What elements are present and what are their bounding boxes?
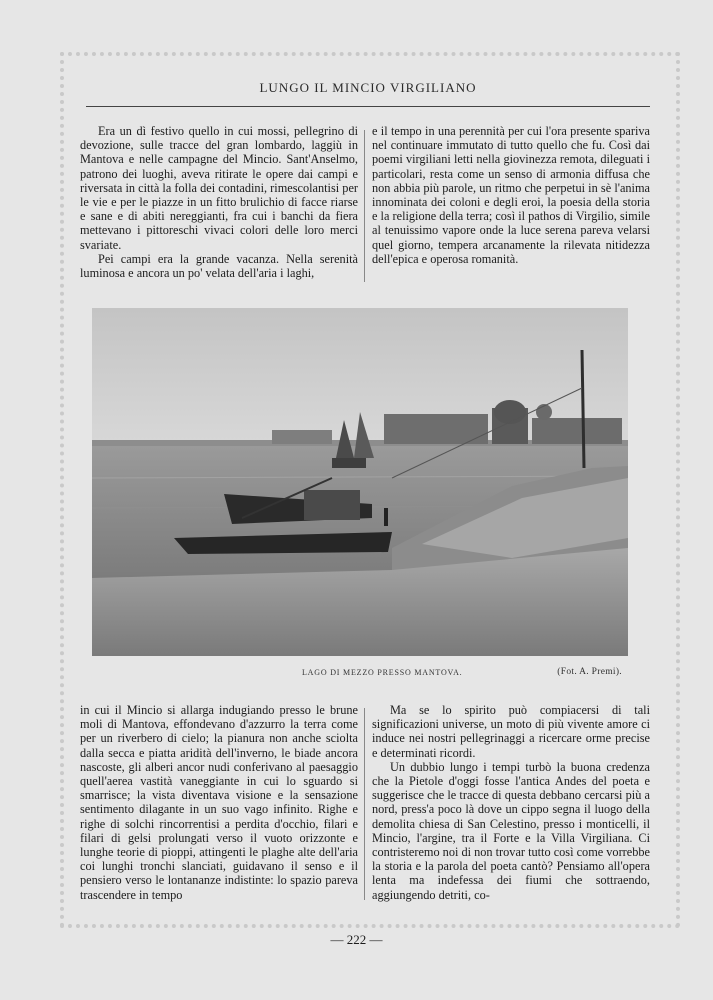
paragraph: in cui il Mincio si allarga indugiando presso le brune moli di Mantova, effondevano d'azzurro la terra come per un riverbero di cielo; la pianura non anche sciolta dalla secca e piatta aridità dell'inverno, le biade ancora nascoste, gli alberi ancor nudi conferivano al paesaggio quell'aerea vastità vaneggiante in cui lo sguardo si smarrisce; la vista diventava visione e la sensazione sentimento dilagante in un suo vago infinito. Righe e righe di solchi rincorrentisi a perdita d'occhio, filari e filari di gelsi prolungati verso il vuoto orizzonte e lunghe teorie di pioppi, attingenti le plaghe alte dell'aria coi lunghi tronchi slanciati, guidavano il senso e il pensiero verso le lontananze indistinte: lo spazio pareva trascendere in tempo [80,703,358,902]
column-divider [364,130,365,282]
top-text-columns [80,124,650,280]
paragraph: Un dubbio lungo i tempi turbò la buona credenza che la Pietole d'oggi fosse l'antica Andes del poeta e suggerisce che le tracce di questa debbano cercarsi più a nord, press'a poco là dove un cippo segna il luogo della demolita chiesa di San Celestino, presso i monticelli, il Mincio, l'argine, tra il Forte e la Villa Virgiliana. Ci contristeremo noi di non trovar tutto così come vorrebbe la storia e la parola del poeta cantò? Pensiamo all'opera lenta ma indefessa dei fiumi che sottraendo, aggiungendo detriti, co- [372,759,650,902]
bottom-left-column [80,703,358,902]
bottom-right-column [372,703,650,902]
running-title: LUNGO IL MINCIO VIRGILIANO [259,80,477,95]
column-divider [364,708,365,900]
figure-caption: LAGO DI MEZZO PRESSO MANTOVA. [302,668,463,677]
paragraph: Pei campi era la grande vacanza. Nella serenità luminosa e ancora un po' velata dell'aria i laghi, [80,251,358,281]
top-right-column [372,124,650,280]
bottom-text-columns [80,703,650,902]
paragraph: Ma se lo spirito può compiacersi di tali significazioni universe, un moto di più vivente amore ci induce nei nostri pellegrinaggi a ricercare orme precise e determinati ricordi. [372,703,650,760]
page-number: — 222 — [330,932,383,947]
top-left-column [80,124,358,280]
photo-credit: (Fot. A. Premi). [557,667,622,677]
paragraph: Era un dì festivo quello in cui mossi, pellegrino di devozione, sulle tracce del gran lombardo, laggiù in Mantova e nelle campagne del Mincio. Sant'Anselmo, patrono dei luoghi, aveva ritirate le opere dai campi e riversata in città la folla dei contadini, rimescolantisi per le vie e per le piazze in un fitto brulichio di facce riarse e sane e di abiti nereggianti, fra cui i banchi da fiera mettevano i pittoreschi vivaci colori delle loro merci svariate. [80,124,358,252]
paragraph: e il tempo in una perennità per cui l'ora presente spariva nel continuare immutato di tutto quello che fu. Così dai poemi virgiliani letti nella giovinezza remota, dileguati i particolari, resta come un senso di armonia diffusa che non abbia più parole, un ritmo che perpetui in sè l'anima innominata dei coloni e degli eroi, la poesia della storia e la religione della terra; così il pathos di Virgilio, simile al tenuissimo vapore onde la luce serena pareva velarsi quel giorno, tempera arcanamente la rilevata nitidezza dell'epica e operosa romanità. [372,124,650,266]
lake-photograph [92,308,628,656]
header-rule [86,106,650,107]
